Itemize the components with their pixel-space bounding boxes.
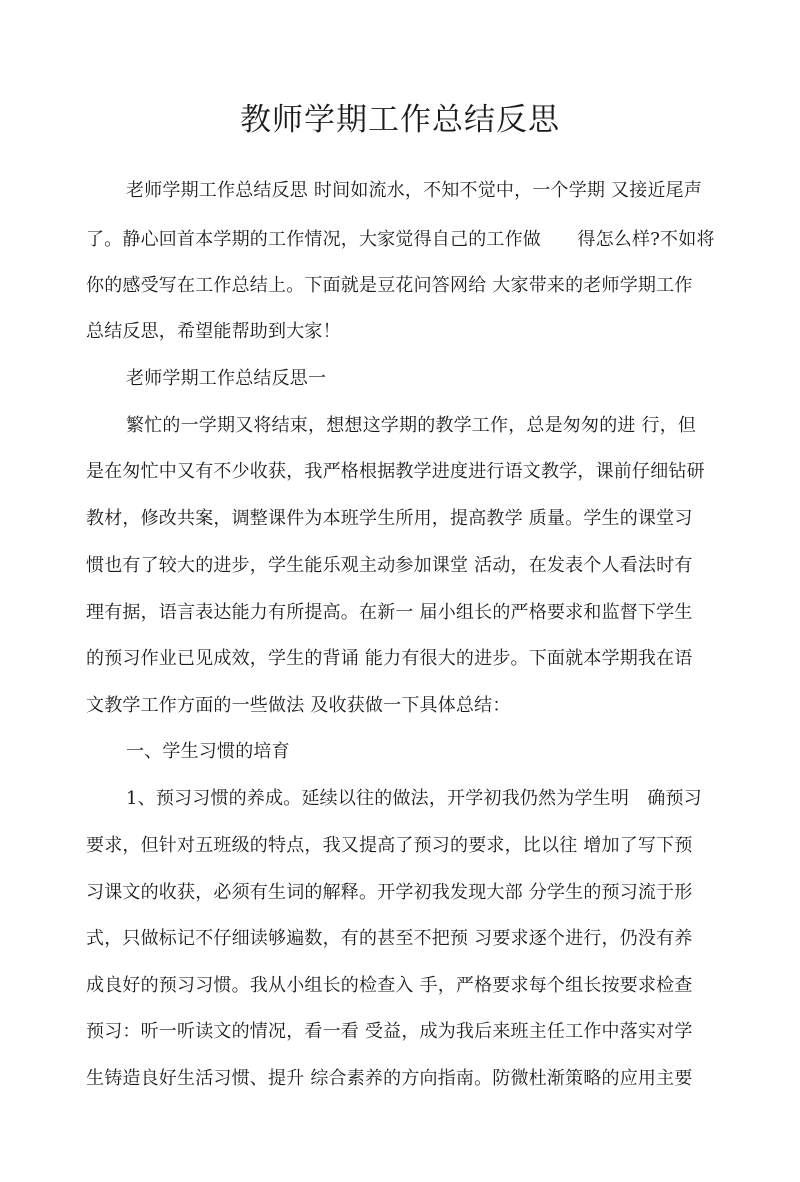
paragraph-line: 习课文的收获，必须有生词的解释。开学初我发现大部 分学生的预习流于形 xyxy=(86,882,693,903)
paragraph-line: 成良好的预习习惯。我从小组长的检查入 手，严格要求每个组长按要求检查 xyxy=(86,975,693,996)
paragraph-line: 文教学工作方面的一些做法 及收获做一下具体总结： xyxy=(86,695,511,716)
paragraph-line: 理有据，语言表达能力有所提高。在新一 届小组长的严格要求和监督下学生 xyxy=(86,602,693,623)
paragraph-line: 预习：听一听读文的情况，看一看 受益，成为我后来班主任工作中落实对学 xyxy=(86,1021,693,1042)
paragraph-line: 教材，修改共案，调整课件为本班学生所用，提高教学 质量。学生的课堂习 xyxy=(86,508,693,529)
paragraph-line: 式，只做标记不仔细读够遍数，有的甚至不把预 习要求逐个进行，仍没有养 xyxy=(86,928,693,949)
paragraph-line: 你的感受写在工作总结上。下面就是豆花问答网给 大家带来的老师学期工作 xyxy=(86,275,693,296)
document-title: 教师学期工作总结反思 xyxy=(240,102,560,138)
paragraph-line: 总结反思，希望能帮助到大家！ xyxy=(86,321,341,342)
paragraph-line: 惯也有了较大的进步，学生能乐观主动参加课堂 活动，在发表个人看法时有 xyxy=(86,555,693,576)
paragraph-line: 是在匆忙中又有不少收获，我严格根据教学进度进行语文教学，课前仔细钻研 xyxy=(86,461,705,482)
paragraph-line: 老师学期工作总结反思 时间如流水，不知不觉中，一个学期 又接近尾声 xyxy=(126,180,703,201)
paragraph-line: 1、预习习惯的养成。延续以往的做法，开学初我仍然为学生明 确预习 xyxy=(126,788,702,809)
section-heading: 老师学期工作总结反思一 xyxy=(126,368,327,389)
section-heading: 一、学生习惯的培育 xyxy=(126,741,290,762)
paragraph-line: 生铸造良好生活习惯、提升 综合素养的方向指南。防微杜渐策略的应用主要 xyxy=(86,1068,693,1089)
paragraph-line: 了。静心回首本学期的工作情况，大家觉得自己的工作做 得怎么样?不如将 xyxy=(86,229,715,250)
paragraph-line: 要求，但针对五班级的特点，我又提高了预习的要求，比以往 增加了写下预 xyxy=(86,835,693,856)
paragraph-line: 繁忙的一学期又将结束，想想这学期的教学工作，总是匆匆的进 行，但 xyxy=(126,415,697,436)
paragraph-line: 的预习作业已见成效，学生的背诵 能力有很大的进步。下面就本学期我在语 xyxy=(86,648,693,669)
